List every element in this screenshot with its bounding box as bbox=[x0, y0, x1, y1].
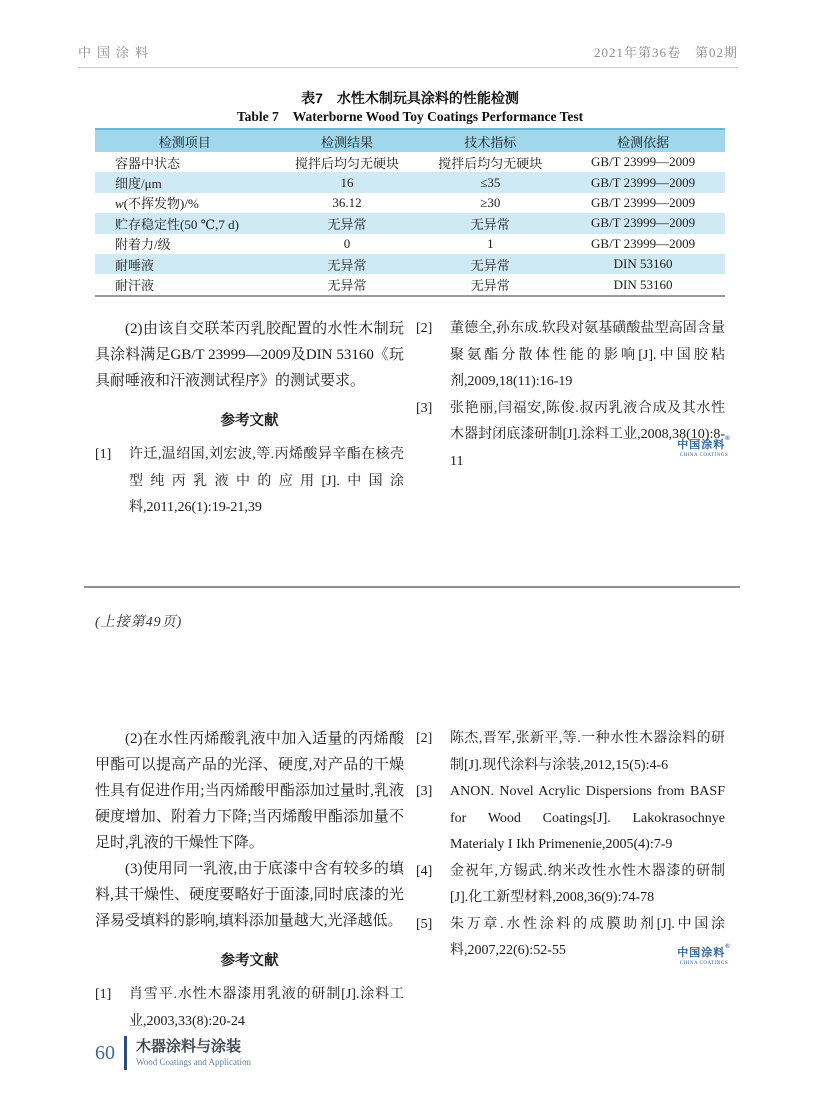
table-row bbox=[95, 234, 725, 254]
table-cell: 耐唾液 bbox=[115, 257, 155, 273]
reference-number: [3] bbox=[416, 400, 433, 416]
china-coatings-logo bbox=[672, 436, 736, 458]
page-header bbox=[78, 42, 738, 68]
table-row bbox=[95, 152, 725, 172]
logo-text-zh: 中国涂料® bbox=[677, 944, 731, 959]
references-list bbox=[416, 726, 725, 965]
table-cell: 搅拌后均匀无硬块 bbox=[294, 155, 399, 171]
table-row bbox=[95, 254, 725, 274]
reference-text: 董德全,孙东成.软段对氨基磺酸盐型高固含量聚氨酯分散体性能的影响[J].中国胶粘剂,2009,18(11):16-19 bbox=[450, 321, 725, 389]
table-cell: 1 bbox=[487, 235, 494, 251]
table-row bbox=[95, 172, 725, 192]
table-cell: 耐汗液 bbox=[115, 278, 155, 294]
reference-item bbox=[416, 316, 725, 396]
section-1 bbox=[95, 316, 725, 522]
page-footer bbox=[95, 1036, 251, 1070]
reference-number: [2] bbox=[416, 321, 433, 336]
table-cell: 细度/μm bbox=[115, 176, 162, 192]
footer-titles bbox=[136, 1038, 251, 1068]
reference-number: [5] bbox=[416, 916, 433, 932]
reference-number: [4] bbox=[416, 863, 433, 879]
table-header-cell: 技术指标 bbox=[419, 129, 561, 152]
logo-text-en: CHINA COATINGS bbox=[679, 961, 729, 966]
table-cell: DIN 53160 bbox=[613, 256, 673, 272]
footer-title-en: Wood Coatings and Application bbox=[136, 1057, 252, 1067]
reference-item bbox=[416, 726, 725, 779]
table-cell: GB/T 23999—2009 bbox=[591, 194, 696, 210]
reference-number: [2] bbox=[416, 731, 433, 746]
registered-mark: ® bbox=[725, 436, 731, 442]
table-cell: ≤35 bbox=[480, 174, 501, 190]
table-row bbox=[95, 193, 725, 213]
table-header-cell: 检测结果 bbox=[275, 129, 420, 152]
performance-table bbox=[95, 128, 725, 297]
reference-text: 朱万章.水性涂料的成膜助剂[J].中国涂料,2007,22(6):52-55 bbox=[450, 916, 725, 958]
footer-divider-bar bbox=[124, 1036, 127, 1070]
section-2 bbox=[95, 726, 725, 1035]
body-paragraph: (2)在水性丙烯酸乳液中加入适量的丙烯酸甲酯可以提高产品的光泽、硬度,对产品的干燥性具有促进作用;当丙烯酸甲酯添加过量时,乳液硬度增加、附着力下降;当丙烯酸甲酯添加量不足时,乳液的干燥性下降。 bbox=[95, 731, 404, 851]
table-cell: GB/T 23999—2009 bbox=[591, 235, 696, 251]
references-list bbox=[95, 982, 404, 1035]
table-cell: GB/T 23999—2009 bbox=[591, 215, 696, 231]
references-heading: 参考文献 bbox=[220, 413, 279, 429]
reference-number: [3] bbox=[416, 784, 433, 799]
table-cell: DIN 53160 bbox=[613, 276, 673, 292]
table-caption-zh-title: 水性木制玩具涂料的性能检测 bbox=[336, 90, 519, 106]
table-cell: 贮存稳定性(50 ℃,7 d) bbox=[115, 216, 239, 232]
section-1-left-column bbox=[95, 316, 404, 522]
table-header-row bbox=[95, 129, 725, 152]
table-row bbox=[95, 274, 725, 295]
body-paragraph: (2)由该自交联苯丙乳胶配置的水性木制玩具涂料满足GB/T 23999—2009及DIN 53160《玩具耐唾液和汗液测试程序》的测试要求。 bbox=[95, 321, 404, 389]
page-number: 60 bbox=[95, 1041, 115, 1064]
table-cell: 36.12 bbox=[332, 194, 362, 210]
reference-item bbox=[95, 982, 404, 1035]
table-cell: 无异常 bbox=[327, 216, 367, 232]
section-2-left-column bbox=[95, 726, 404, 1035]
issue-info: 2021年第36卷 第02期 bbox=[593, 45, 738, 60]
reference-number: [1] bbox=[95, 447, 112, 462]
logo-text-en: CHINA COATINGS bbox=[679, 453, 729, 458]
table-cell: 0 bbox=[343, 235, 351, 251]
table-cell: 附着力/级 bbox=[115, 237, 171, 253]
logo-text-zh: 中国涂料® bbox=[677, 436, 731, 451]
registered-mark: ® bbox=[725, 944, 731, 950]
body-paragraph: (3)使用同一乳液,由于底漆中含有较多的填料,其干燥性、硬度要略好于面漆,同时底漆的光泽易受填料的影响,填料添加量越大,光泽越低。 bbox=[95, 861, 404, 929]
table-caption-zh-label: 表7 bbox=[301, 90, 323, 106]
reference-text: 许迁,温绍国,刘宏波,等.丙烯酸异辛酯在核壳型纯丙乳液中的应用[J].中国涂料,2011,26(1):19-21,39 bbox=[129, 447, 404, 515]
footer-title-zh: 木器涂料与涂装 bbox=[136, 1038, 242, 1055]
continuation-note: (上接第49页) bbox=[95, 615, 183, 630]
reference-text: ANON. Novel Acrylic Dispersions from BASF for Wood Coatings[J]. Lakokrasochnye Materialy I Ikh Primenenie,2005(4):7-9 bbox=[450, 784, 725, 852]
table-cell: GB/T 23999—2009 bbox=[591, 154, 696, 170]
table-cell: 无异常 bbox=[470, 257, 510, 273]
table-cell: 16 bbox=[340, 174, 354, 190]
reference-text: 陈杰,晋军,张新平,等.一种水性木器涂料的研制[J].现代涂料与涂装,2012,15(5):4-6 bbox=[450, 731, 725, 773]
table-caption-en-label: Table 7 bbox=[236, 109, 279, 124]
reference-number: [1] bbox=[95, 987, 112, 1002]
reference-text: 张艳丽,闫福安,陈俊.叔丙乳液合成及其水性木器封闭底漆研制[J].涂料工业,2008,38(10):8-11 bbox=[450, 400, 725, 469]
reference-item bbox=[416, 859, 725, 912]
table-caption-en bbox=[95, 109, 725, 125]
reference-item bbox=[95, 442, 404, 522]
table-cell: 无异常 bbox=[327, 278, 367, 294]
table-cell: w(不挥发物)/% bbox=[115, 196, 199, 212]
table-cell: 容器中状态 bbox=[115, 155, 181, 171]
section-2-right-column bbox=[416, 726, 725, 1035]
article-divider bbox=[84, 586, 740, 588]
table-header-cell: 检测项目 bbox=[95, 129, 275, 152]
china-coatings-logo bbox=[672, 944, 736, 966]
table-cell: 无异常 bbox=[470, 216, 510, 232]
references-heading: 参考文献 bbox=[220, 953, 279, 969]
table-cell: ≥30 bbox=[480, 194, 501, 210]
table-cell: GB/T 23999—2009 bbox=[591, 174, 696, 190]
section-1-right-column bbox=[416, 316, 725, 522]
reference-text: 肖雪平.水性木器漆用乳液的研制[J].涂料工业,2003,33(8):20-24 bbox=[129, 987, 404, 1029]
table-cell: 搅拌后均匀无硬块 bbox=[438, 155, 543, 171]
reference-item bbox=[416, 779, 725, 859]
table-header-cell: 检测依据 bbox=[561, 129, 725, 152]
reference-text: 金祝年,方锡武.纳米改性水性木器漆的研制[J].化工新型材料,2008,36(9):74-78 bbox=[450, 863, 725, 905]
references-list bbox=[95, 442, 404, 522]
table-cell: 无异常 bbox=[327, 257, 367, 273]
table-caption-en-title: Waterborne Wood Toy Coatings Performance Test bbox=[292, 109, 584, 124]
journal-name: 中国涂料 bbox=[78, 45, 155, 60]
table-caption-zh bbox=[95, 88, 725, 108]
table-cell: 无异常 bbox=[470, 278, 510, 294]
table-row bbox=[95, 213, 725, 233]
